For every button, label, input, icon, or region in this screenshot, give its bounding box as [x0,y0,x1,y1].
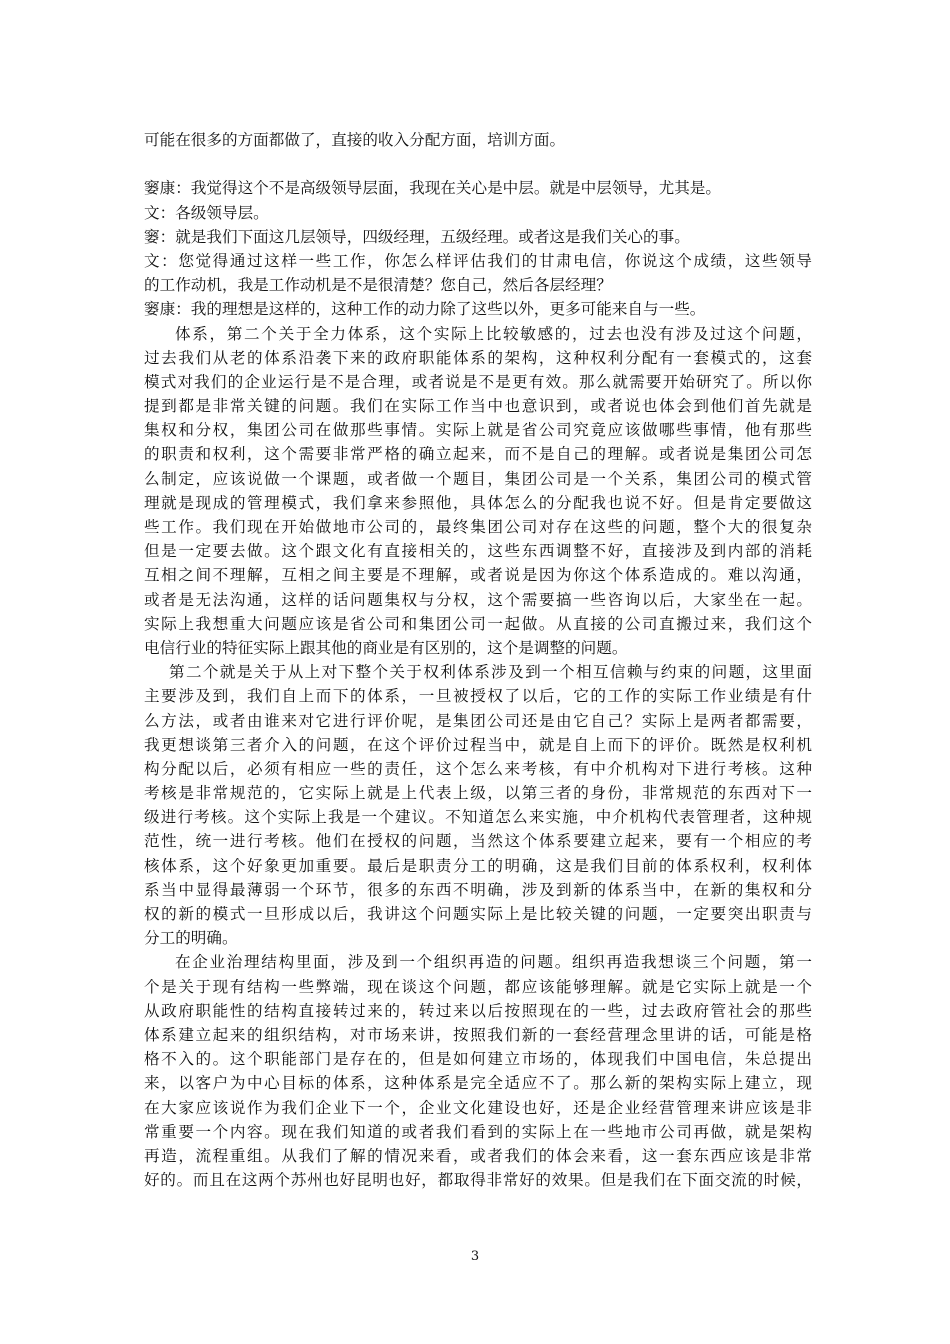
text-line: 构分配以后，必须有相应一些的责任，这个怎么来考核，有中介机构对下进行考核。这种 [144,759,812,778]
text-line: 窭康：我觉得这个不是高级领导层面，我现在关心是中层。就是中层领导，尤其是。 [144,179,721,198]
text-line: 再造，流程重组。从我们了解的情况来看，或者我们的体会来看，这一套东西应该是非常 [144,1146,812,1165]
text-line: 么制定，应该说做一个课题，或者做一个题目，集团公司是一个关系，集团公司的模式管 [144,469,812,488]
text-line: 好的。而且在这两个苏州也好昆明也好，都取得非常好的效果。但是我们在下面交流的时候， [144,1171,812,1190]
text-line: 的工作动机，我是工作动机是不是很清楚？您自己，然后各层经理？ [144,276,612,295]
text-line: 文：各级领导层。 [144,203,269,222]
text-line: 互相之间不理解，互相之间主要是不理解，或者说是因为你这个体系造成的。难以沟通， [144,566,812,585]
text-line: 些工作。我们现在开始做地市公司的，最终集团公司对存在这些的问题，整个大的很复杂 [144,518,812,536]
text-line: 窭：就是我们下面这几层领导，四级经理，五级经理。或者这是我们关心的事。 [144,227,690,246]
text-line: 分工的明确。 [144,929,238,948]
text-line: 集权和分权，集团公司在做那些事情。实际上就是省公司究竟应该做哪些事情，他有那些 [144,421,812,440]
text-line: 范性，统一进行考核。他们在授权的问题，当然这个体系要建立起来，要有一个相应的考 [144,832,812,851]
text-line: 权的新的模式一旦形成以后，我讲这个问题实际上是比较关键的问题，一定要突出职责与 [144,905,812,923]
text-line: 但是一定要去做。这个跟文化有直接相关的，这些东西调整不好，直接涉及到内部的消耗 [144,542,812,561]
text-line: 来，以客户为中心目标的体系，这种体系是完全适应不了。那么新的架构实际上建立，现 [144,1074,812,1093]
text-line: 体系，第二个关于全力体系，这个实际上比较敏感的，过去也没有涉及过这个问题， [175,324,812,343]
text-line: 么方法，或者由谁来对它进行评价呢，是集团公司还是由它自己？实际上是两者都需要， [144,711,812,730]
text-line: 实际上我想重大问题应该是省公司和集团公司一起做。从直接的公司直搬过来，我们这个 [144,614,812,633]
text-line: 第二个就是关于从上对下整个关于权利体系涉及到一个相互信赖与约束的问题，这里面 [169,663,812,682]
text-line: 系当中显得最薄弱一个环节，很多的东西不明确，涉及到新的体系当中，在新的集权和分 [144,880,812,899]
text-line: 主要涉及到，我们自上而下的体系，一旦被授权了以后，它的工作的实际工作业绩是有什 [144,687,812,706]
text-line: 文：您觉得通过这样一些工作，你怎么样评估我们的甘肃电信，你说这个成绩，这些领导 [144,251,812,270]
text-line: 在大家应该说作为我们企业下一个，企业文化建设也好，还是企业经营管理来讲应该是非 [144,1098,812,1117]
text-line: 或者是无法沟通，这样的话问题集权与分权，这个需要搞一些咨询以后，大家坐在一起。 [144,590,812,609]
blank-line [144,152,812,176]
text-line: 的职责和权利，这个需要非常严格的确立起来，而不是自己的理解。或者说是集团公司怎 [144,445,812,464]
text-line: 窭康：我的理想是这样的，这种工作的动力除了这些以外，更多可能来自与一些。 [144,300,706,319]
text-line: 模式对我们的企业运行是不是合理，或者说是不是更有效。那么就需要开始研究了。所以你 [144,372,812,391]
text-line: 格不入的。这个职能部门是存在的，但是如何建立市场的，体现我们中国电信，朱总提出 [144,1050,812,1069]
text-line: 个是关于现有结构一些弊端，现在谈这个问题，都应该能够理解。就是它实际上就是一个 [144,977,812,996]
text-line: 理就是现成的管理模式，我们拿来参照他，具体怎么的分配我也说不好。但是肯定要做这 [144,493,812,512]
text-line: 电信行业的特征实际上跟其他的商业是有区别的，这个是调整的问题。 [144,638,628,657]
text-line: 在企业治理结构里面，涉及到一个组织再造的问题。组织再造我想谈三个问题，第一 [175,953,812,972]
text-line: 体系建立起来的组织结构，对市场来讲，按照我们新的一套经营理念里讲的话，可能是格 [144,1025,812,1044]
text-line: 可能在很多的方面都做了，直接的收入分配方面，培训方面。 [144,131,566,149]
text-line: 从政府职能性的结构直接转过来的，转过来以后按照现在的一些，过去政府管社会的那些 [144,1001,812,1020]
text-line: 级进行考核。这个实际上我是一个建议。不知道怎么来实施，中介机构代表管理者，这种规 [144,808,812,827]
text-line: 考核是非常规范的，它实际上就是上代表上级，以第三者的身份，非常规范的东西对下一 [144,784,812,803]
text-line: 我更想谈第三者介入的问题，在这个评价过程当中，就是自上而下的评价。既然是权利机 [144,735,812,754]
text-line: 常重要一个内容。现在我们知道的或者我们看到的实际上在一些地市公司再做，就是架构 [144,1122,812,1141]
document-body [144,128,812,1192]
text-line: 提到都是非常关键的问题。我们在实际工作当中也意识到，或者说也体会到他们首先就是 [144,397,812,416]
page-number: 3 [470,1249,480,1264]
text-line: 过去我们从老的体系沿袭下来的政府职能体系的架构，这种权利分配有一套模式的，这套 [144,348,812,367]
text-line: 核体系，这个好象更加重要。最后是职责分工的明确，这是我们目前的体系权利，权利体 [144,856,812,875]
